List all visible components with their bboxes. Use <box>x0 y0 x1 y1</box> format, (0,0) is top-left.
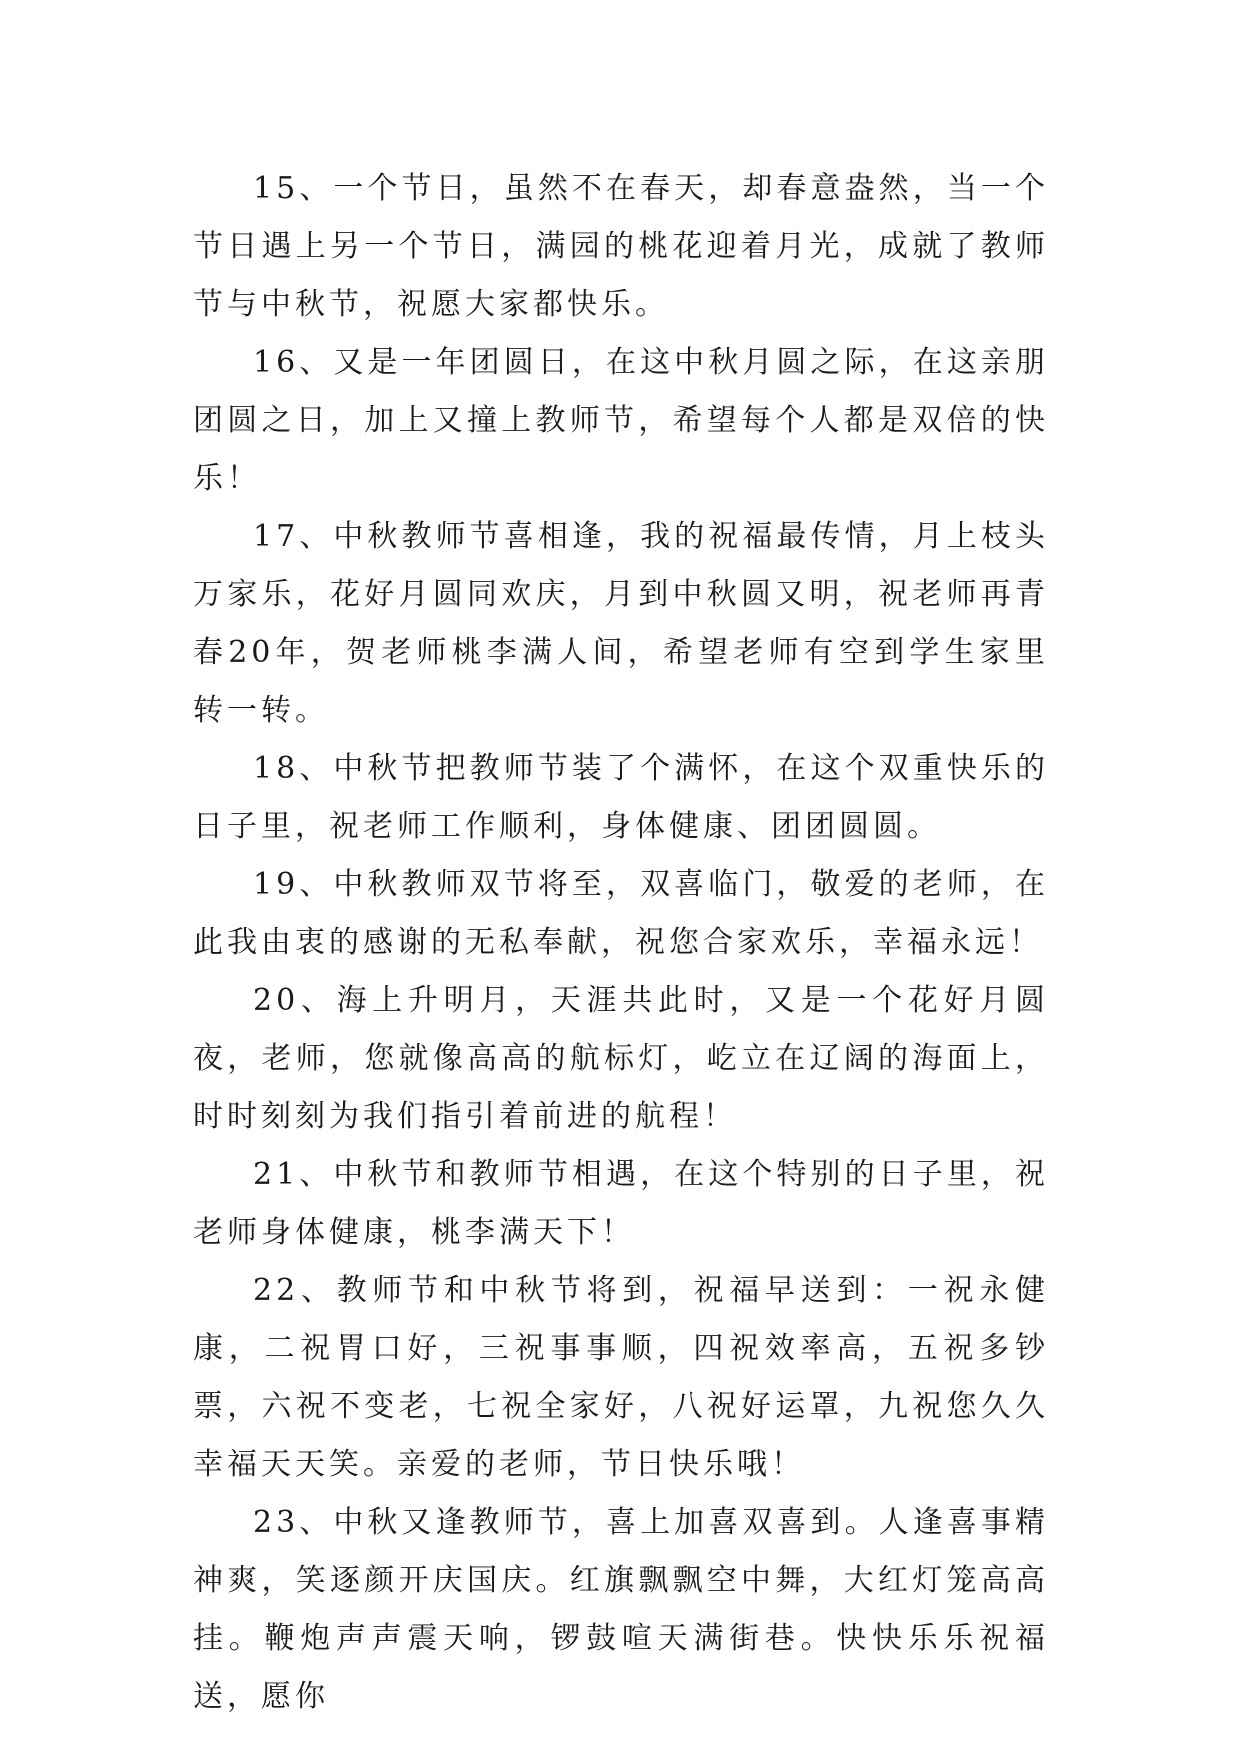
paragraph-19: 19、中秋教师双节将至，双喜临门，敬爱的老师，在此我由衷的感谢的无私奉献，祝您合家欢乐，幸福永远！ <box>193 867 1049 960</box>
paragraph-21: 21、中秋节和教师节相遇，在这个特别的日子里，祝老师身体健康，桃李满天下！ <box>193 1157 1049 1250</box>
paragraph-15: 15、一个节日，虽然不在春天，却春意盎然，当一个节日遇上另一个节日，满园的桃花迎着月光，成就了教师节与中秋节，祝愿大家都快乐。 <box>193 171 1049 322</box>
paragraph-17: 17、中秋教师节喜相逢，我的祝福最传情，月上枝头万家乐，花好月圆同欢庆，月到中秋圆又明，祝老师再青春20年，贺老师桃李满人间，希望老师有空到学生家里转一转。 <box>193 519 1049 728</box>
document-body <box>193 160 1049 1726</box>
paragraph-18: 18、中秋节把教师节装了个满怀，在这个双重快乐的日子里，祝老师工作顺利，身体健康、团团圆圆。 <box>193 751 1049 844</box>
paragraph-23: 23、中秋又逢教师节，喜上加喜双喜到。人逢喜事精神爽，笑逐颜开庆国庆。红旗飘飘空中舞，大红灯笼高高挂。鞭炮声声震天响，锣鼓喧天满街巷。快快乐乐祝福送，愿你 <box>193 1505 1049 1714</box>
paragraph-22: 22、教师节和中秋节将到，祝福早送到：一祝永健康，二祝胃口好，三祝事事顺，四祝效率高，五祝多钞票，六祝不变老，七祝全家好，八祝好运罩，九祝您久久幸福天天笑。亲爱的老师，节日快乐哦！ <box>193 1273 1049 1482</box>
paragraph-16: 16、又是一年团圆日，在这中秋月圆之际，在这亲朋团圆之日，加上又撞上教师节，希望每个人都是双倍的快乐！ <box>193 345 1049 496</box>
paragraph-20: 20、海上升明月，天涯共此时，又是一个花好月圆夜，老师，您就像高高的航标灯，屹立在辽阔的海面上，时时刻刻为我们指引着前进的航程！ <box>193 983 1049 1134</box>
